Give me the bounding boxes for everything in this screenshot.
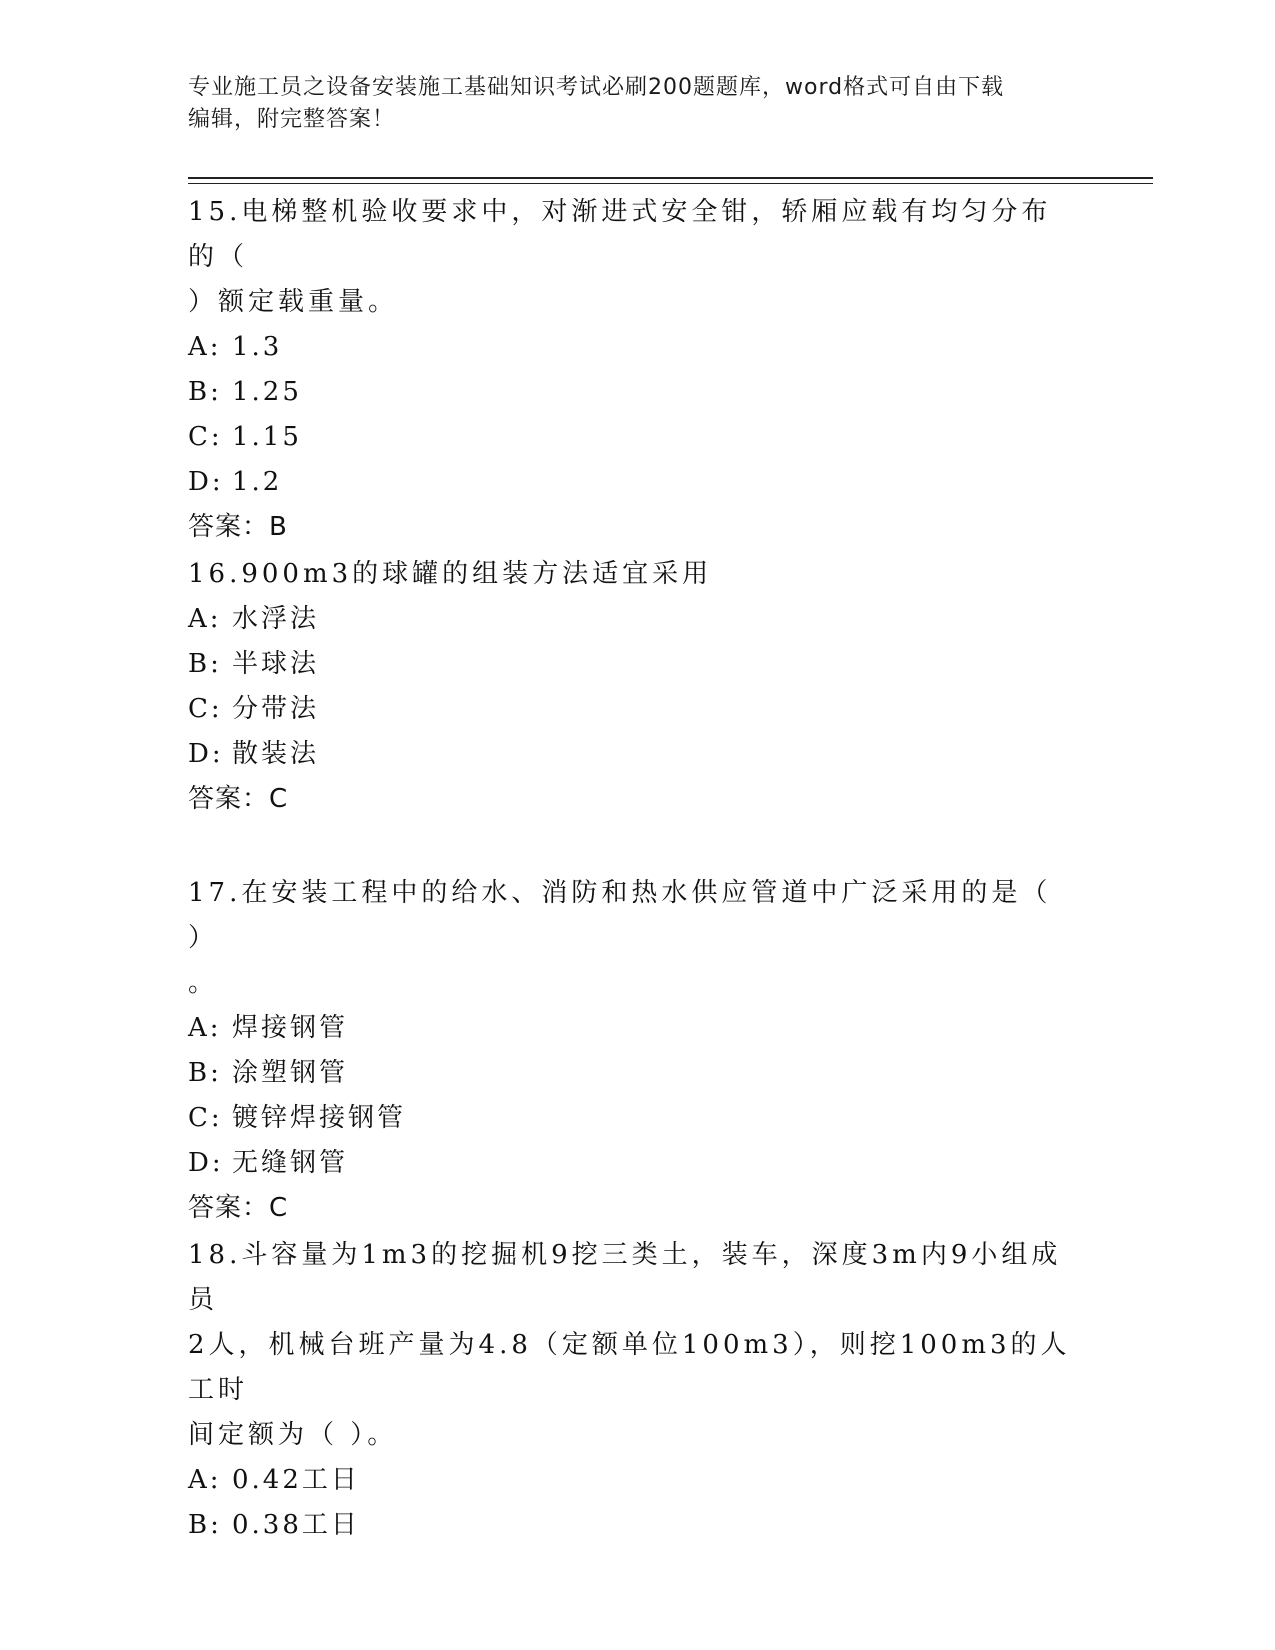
question-16-option-d [188,732,1078,777]
option-text: 镀锌焊接钢管 [232,1103,407,1133]
option-text: 无缝钢管 [232,1148,349,1178]
option-text: 0.38工日 [232,1510,360,1540]
option-key: B: [188,649,222,679]
option-text: 分带法 [232,694,320,724]
question-15-text-line-2: ）额定载重量。 [188,287,399,317]
question-16-option-a [188,597,1078,642]
question-17-answer: 答案：C [188,1193,289,1223]
question-17-text-line-1: 17.在安装工程中的给水、消防和热水供应管道中广泛采用的是（ ） [188,878,1052,953]
option-key: C: [188,694,223,724]
question-18 [188,1233,1078,1548]
option-key: A: [188,1465,222,1495]
option-key: D: [188,1148,224,1178]
option-text: 0.42工日 [232,1465,360,1495]
option-key: B: [188,1058,222,1088]
option-key: A: [188,604,222,634]
question-18-text-line-2: 2人，机械台班产量为4.8（定额单位100m3），则挖100m3的人工时 [188,1330,1071,1405]
question-17-option-b [188,1051,1078,1096]
option-text: 1.2 [232,467,283,497]
question-17-option-a [188,1006,1078,1051]
question-17 [188,871,1078,1231]
option-key: A: [188,1013,222,1043]
header-title-line-1: 专业施工员之设备安装施工基础知识考试必刷200题题库，word格式可自由下载 [188,75,1005,100]
question-17-option-c [188,1096,1078,1141]
option-key: B: [188,377,222,407]
option-text: 散装法 [232,739,320,769]
question-16-text-line-1: 16.900m3的球罐的组装方法适宜采用 [188,559,713,589]
question-15 [188,190,1078,550]
question-15-option-d [188,460,1078,505]
question-15-answer: 答案：B [188,512,288,542]
option-text: 焊接钢管 [232,1013,349,1043]
question-18-text-line-1: 18.斗容量为1m3的挖掘机9挖三类土，装车，深度3m内9小组成员 [188,1240,1062,1315]
option-text: 涂塑钢管 [232,1058,349,1088]
option-key: A: [188,332,222,362]
option-key: D: [188,467,224,497]
question-15-option-b [188,370,1078,415]
option-key: D: [188,739,224,769]
question-18-text-line-3: 间定额为（ ）。 [188,1420,398,1450]
question-16-option-c [188,687,1078,732]
question-15-option-a [188,325,1078,370]
option-text: 1.3 [232,332,283,362]
option-text: 1.25 [232,377,302,407]
option-text: 水浮法 [232,604,320,634]
question-18-option-a [188,1458,1078,1503]
option-key: C: [188,1103,223,1133]
question-15-option-c [188,415,1078,460]
document-header [188,72,1068,136]
option-key: B: [188,1510,222,1540]
question-16-answer: 答案：C [188,784,289,814]
question-16-option-b [188,642,1078,687]
option-text: 半球法 [232,649,320,679]
question-18-option-b [188,1503,1078,1548]
option-key: C: [188,422,223,452]
header-divider-thin [188,183,1153,184]
question-16 [188,552,1078,822]
question-15-text-line-1: 15.电梯整机验收要求中，对渐进式安全钳，轿厢应载有均匀分布的（ [188,197,1052,272]
question-17-option-d [188,1141,1078,1186]
header-title-line-2: 编辑，附完整答案！ [188,107,396,132]
header-divider-thick [188,177,1153,179]
question-17-text-line-2: 。 [188,968,219,998]
option-text: 1.15 [232,422,302,452]
